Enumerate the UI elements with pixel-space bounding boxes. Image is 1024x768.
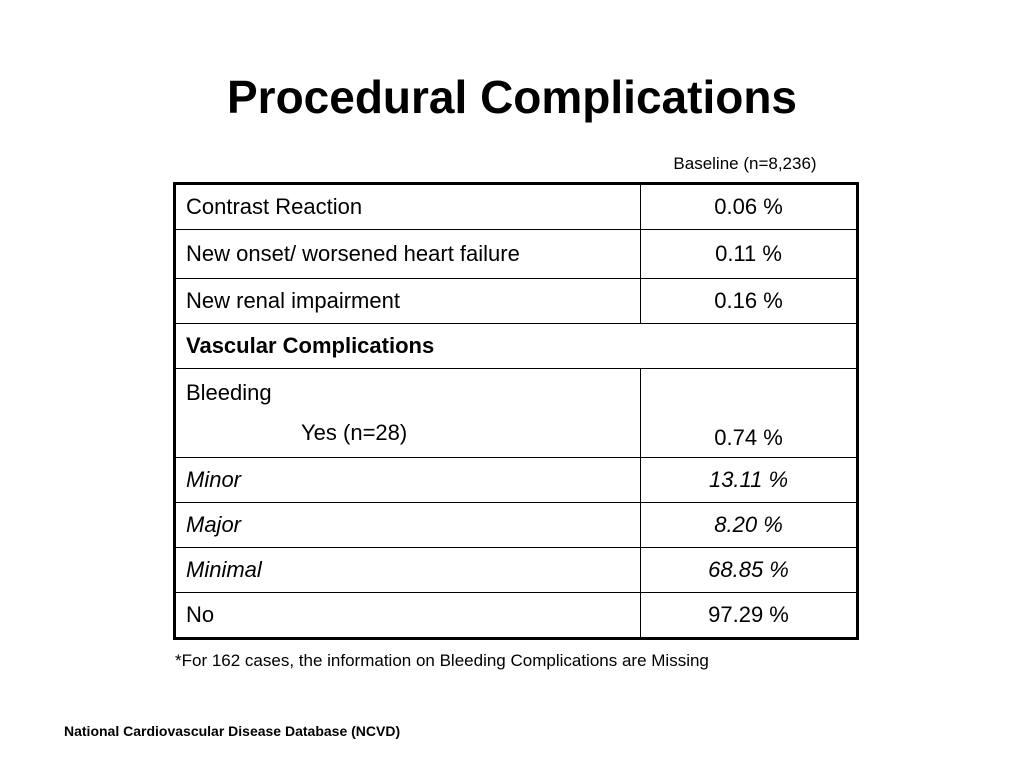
- column-header: Baseline (n=8,236): [673, 154, 817, 173]
- row-value: 13.11 %: [641, 458, 858, 503]
- bleeding-label: Bleeding: [186, 380, 272, 405]
- bleeding-yes-label: Yes (n=28): [301, 420, 408, 445]
- row-label: Major: [175, 503, 641, 548]
- source-label: National Cardiovascular Disease Database (NCVD): [64, 723, 401, 739]
- slide-title: Procedural Complications: [226, 71, 797, 123]
- row-label: No: [175, 593, 641, 639]
- table-row: [175, 369, 858, 458]
- table-row: [175, 184, 858, 230]
- row-value: 0.74 %: [641, 369, 858, 458]
- complications-table: [173, 182, 859, 640]
- row-label: Contrast Reaction: [175, 184, 641, 230]
- row-label: Minimal: [175, 548, 641, 593]
- table-row: [175, 230, 858, 279]
- table-row: [175, 458, 858, 503]
- row-value: 68.85 %: [641, 548, 858, 593]
- row-value: 0.16 %: [641, 279, 858, 324]
- table-row: [175, 548, 858, 593]
- row-value: 0.11 %: [641, 230, 858, 279]
- row-label: New onset/ worsened heart failure: [175, 230, 641, 279]
- row-label: New renal impairment: [175, 279, 641, 324]
- row-value: 8.20 %: [641, 503, 858, 548]
- row-label: Minor: [175, 458, 641, 503]
- table-row: [175, 503, 858, 548]
- table-row: [175, 593, 858, 639]
- table-row: [175, 279, 858, 324]
- row-value: 0.06 %: [641, 184, 858, 230]
- section-heading: Vascular Complications: [175, 324, 858, 369]
- row-value: 97.29 %: [641, 593, 858, 639]
- footnote: *For 162 cases, the information on Bleeding Complications are Missing: [175, 651, 709, 670]
- row-label: [175, 369, 641, 458]
- table-section-row: [175, 324, 858, 369]
